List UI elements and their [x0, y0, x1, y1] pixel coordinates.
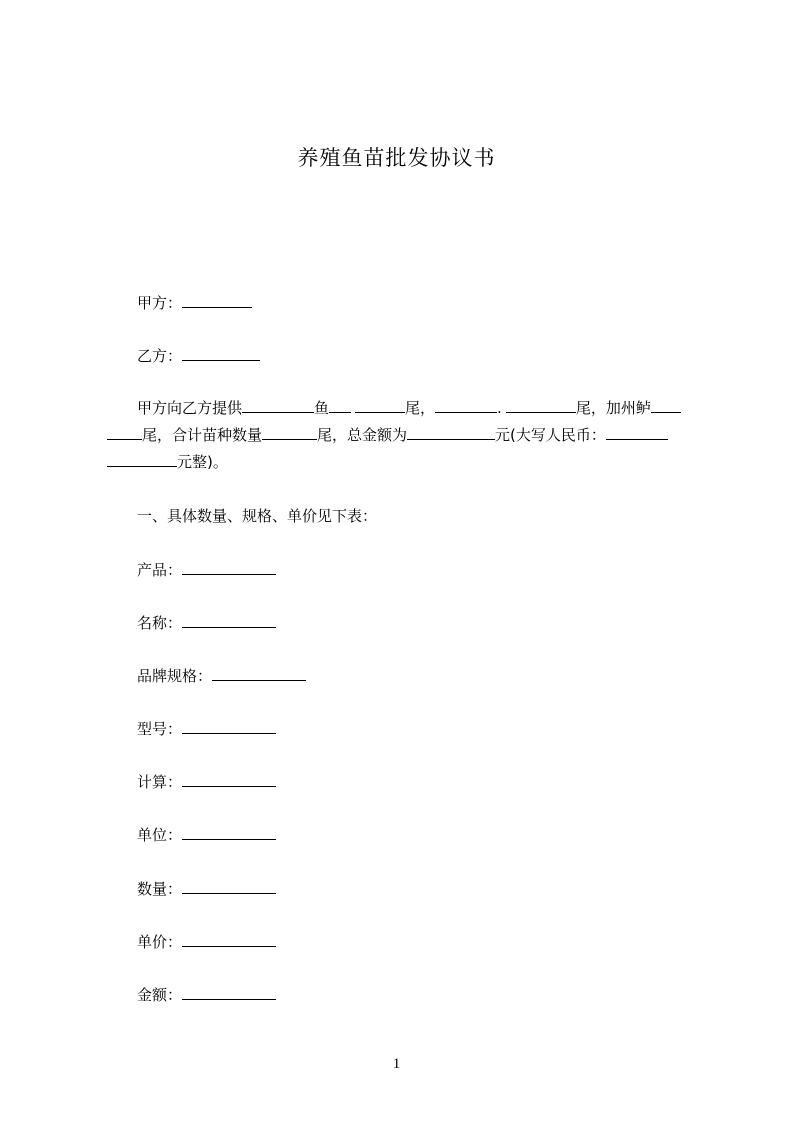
- clause-text: 尾，: [405, 399, 436, 417]
- field-label: 型号：: [137, 720, 183, 738]
- party-b-blank[interactable]: [182, 346, 260, 361]
- supply-clause-row-3: [107, 449, 707, 476]
- rmb-uppercase-blank[interactable]: [606, 425, 668, 440]
- field-label: 金额：: [137, 986, 183, 1004]
- clause-text: 元(大写人民币：: [495, 426, 606, 444]
- party-b-line: [137, 346, 260, 365]
- rmb-uppercase-blank-2[interactable]: [107, 452, 177, 467]
- field-name: [137, 613, 276, 632]
- field-label: 品牌规格：: [137, 667, 213, 685]
- field-label: 计算：: [137, 773, 183, 791]
- field-blank[interactable]: [212, 666, 306, 681]
- field-unit-price: [137, 932, 276, 951]
- clause-text: 甲方向乙方提供: [137, 399, 243, 417]
- field-brand-spec: [137, 666, 306, 685]
- field-blank[interactable]: [182, 772, 276, 787]
- supply-clause-row-1: [107, 395, 707, 422]
- fish-count-blank[interactable]: [355, 398, 405, 413]
- clause-text: 元整)。: [177, 453, 228, 471]
- field-quantity: [137, 879, 276, 898]
- party-b-label: 乙方：: [137, 347, 183, 365]
- fish-blank[interactable]: [329, 398, 351, 413]
- field-calculation: [137, 772, 276, 791]
- party-a-line: [137, 293, 252, 312]
- section-1-heading: 一、具体数量、规格、单价见下表：: [137, 507, 378, 525]
- page-number: 1: [392, 1056, 401, 1072]
- field-blank[interactable]: [182, 719, 276, 734]
- field-label: 产品：: [137, 561, 183, 579]
- bass-blank[interactable]: [651, 398, 681, 413]
- fish-type-blank[interactable]: [242, 398, 314, 413]
- field-blank[interactable]: [182, 932, 276, 947]
- field-label: 名称：: [137, 614, 183, 632]
- total-amount-blank[interactable]: [407, 425, 495, 440]
- supply-clause: [107, 395, 707, 476]
- field-product: [137, 560, 276, 579]
- clause-text: .: [497, 399, 502, 417]
- field-label: 单价：: [137, 933, 183, 951]
- field-label: 单位：: [137, 826, 183, 844]
- field-amount: [137, 985, 276, 1004]
- clause-text: 鱼: [314, 399, 330, 417]
- clause-text: 尾，加州鲈: [575, 399, 651, 417]
- supply-clause-row-2: [107, 422, 707, 449]
- document-title: 养殖鱼苗批发协议书: [297, 146, 496, 170]
- total-count-blank[interactable]: [262, 425, 317, 440]
- field-model: [137, 719, 276, 738]
- bass-count-blank[interactable]: [107, 425, 142, 440]
- field-blank[interactable]: [182, 560, 276, 575]
- field-blank[interactable]: [182, 879, 276, 894]
- blank-5[interactable]: [506, 398, 576, 413]
- field-blank[interactable]: [182, 825, 276, 840]
- field-label: 数量：: [137, 880, 183, 898]
- field-unit: [137, 825, 276, 844]
- clause-text: 尾，合计苗种数量: [142, 426, 263, 444]
- field-blank[interactable]: [182, 613, 276, 628]
- blank-4[interactable]: [435, 398, 497, 413]
- clause-text: 尾，总金额为: [317, 426, 408, 444]
- field-blank[interactable]: [182, 985, 276, 1000]
- party-a-label: 甲方：: [137, 294, 183, 312]
- party-a-blank[interactable]: [182, 293, 252, 308]
